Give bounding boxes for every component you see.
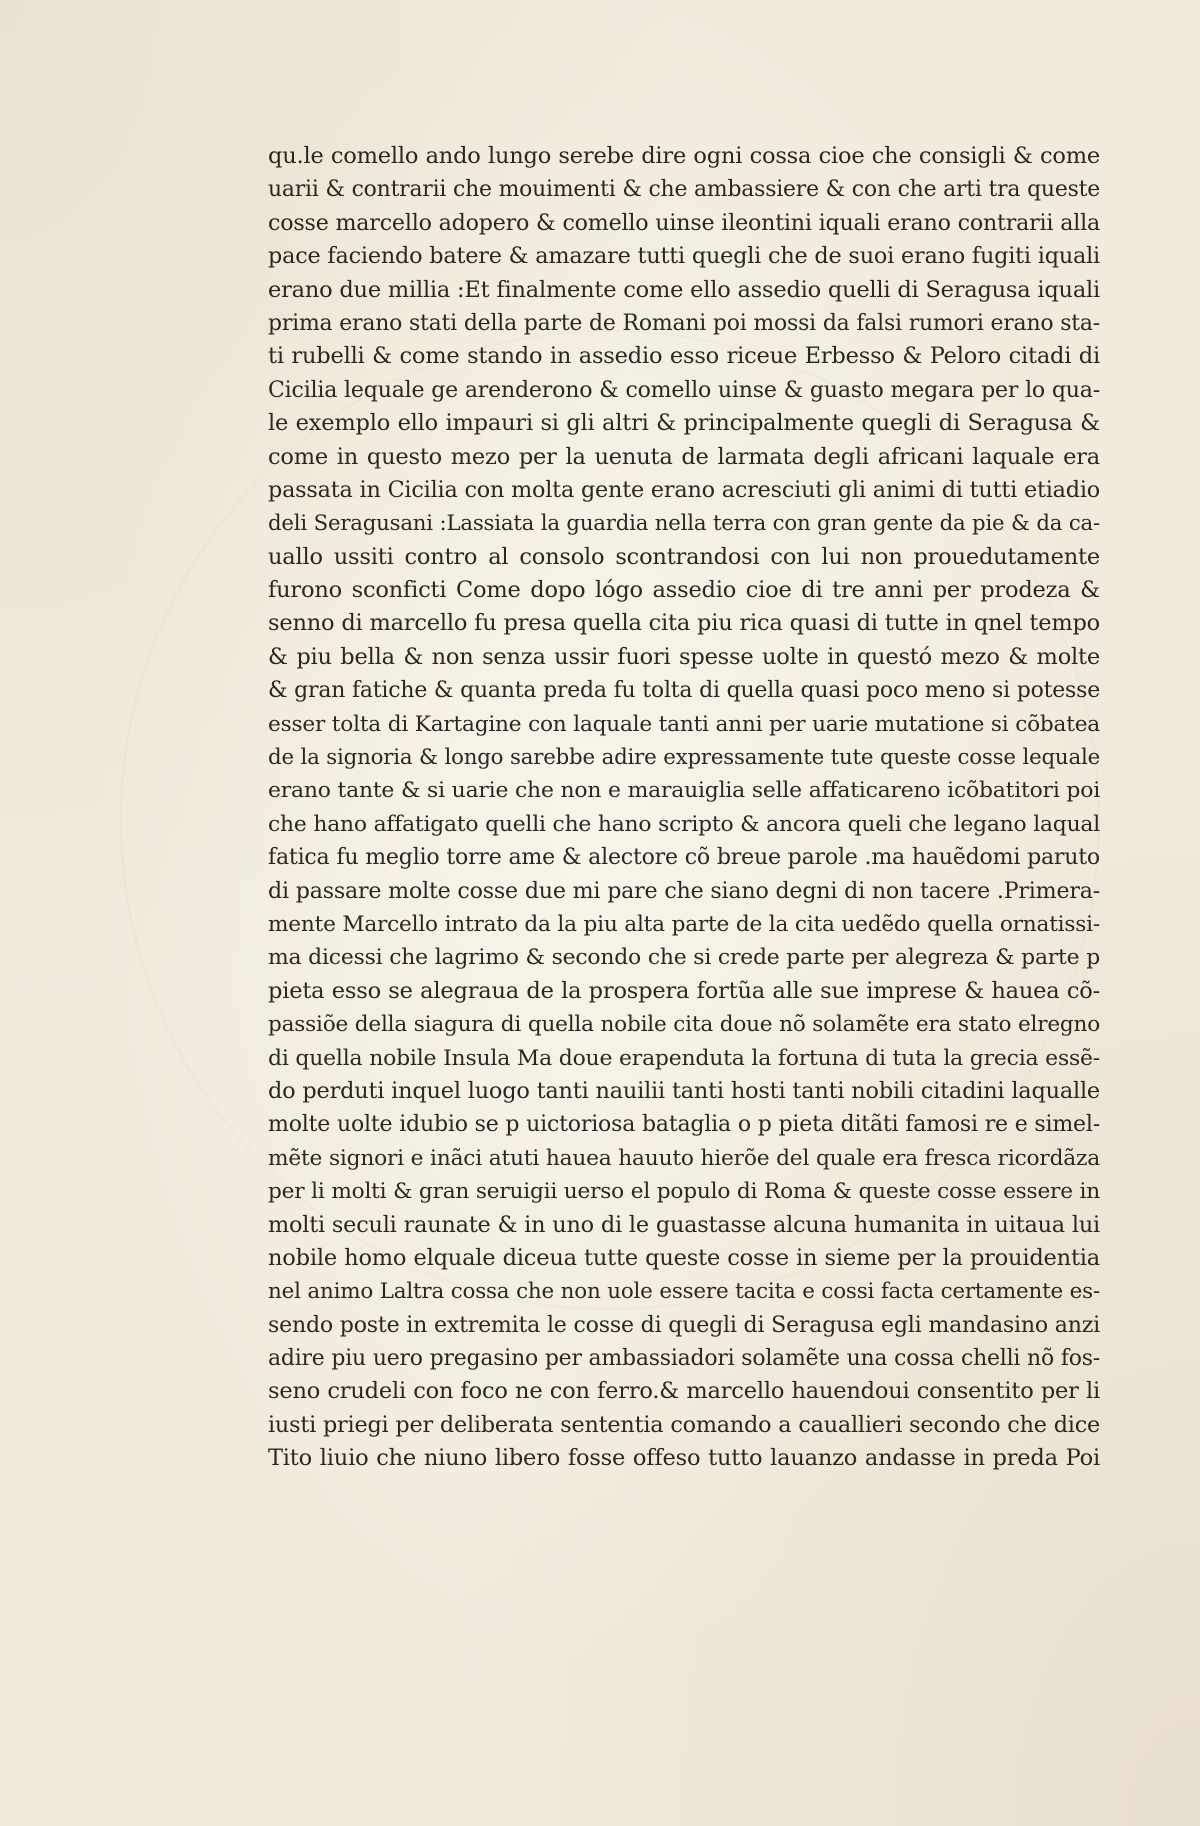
- text-line: erano due millia :Et finalmente come ello assedio quelli di Seragusa iquali: [268, 276, 1100, 303]
- text-line: Cicilia lequale ge arenderono & comello uinse & guasto megara per lo qua-: [268, 377, 1100, 403]
- text-line: come in questo mezo per la uenuta de larmata degli africani laquale era: [268, 443, 1100, 470]
- text-line: sendo poste in extremita le cosse di quegli di Seragusa egli mandasino anzi: [268, 1312, 1100, 1338]
- text-line: uarii & contrarii che mouimenti & che ambassiere & con che arti tra queste: [268, 177, 1100, 203]
- text-line: Tito liuio che niuno libero fosse offeso tutto lauanzo andasse in preda Poi: [268, 1445, 1100, 1472]
- text-line: erano tante & si uarie che non e marauiglia selle affaticareno icõbatitori poi: [268, 778, 1100, 804]
- text-line: passata in Cicilia con molta gente erano acresciuti gli animi di tutti etiadio: [268, 476, 1100, 503]
- text-line: ti rubelli & come stando in assedio esso riceue Erbesso & Peloro citadi di: [268, 343, 1100, 370]
- text-line: nel animo Laltra cossa che non uole essere tacita e cossi facta certamente es-: [268, 1279, 1100, 1305]
- text-line: prima erano stati della parte de Romani poi mossi da falsi rumori erano sta-: [268, 310, 1100, 336]
- text-line: di passare molte cosse due mi pare che siano degni di non tacere .Primera-: [268, 877, 1100, 904]
- body-text-block: [268, 140, 1100, 1476]
- text-line: per li molti & gran seruigii uerso el populo di Roma & queste cosse essere in: [268, 1179, 1100, 1205]
- text-line: pace faciendo batere & amazare tutti quegli che de suoi erano fugiti iquali: [268, 243, 1100, 270]
- text-line: ma dicessi che lagrimo & secondo che si crede parte per alegreza & parte p: [268, 945, 1100, 971]
- text-line: do perduti inquel luogo tanti nauilii tanti hosti tanti nobili citadini laqualle: [268, 1077, 1100, 1104]
- text-line: che hano affatigato quelli che hano scripto & ancora queli che legano laqual: [268, 811, 1100, 837]
- text-line: & gran fatiche & quanta preda fu tolta di quella quasi poco meno si potesse: [268, 678, 1100, 704]
- text-line: qu.le comello ando lungo serebe dire ogni cossa cioe che consigli & come: [268, 143, 1100, 169]
- text-line: cosse marcello adopero & comello uinse ileontini iquali erano contrarii alla: [268, 209, 1100, 236]
- text-line: pieta esso se alegraua de la prospera fortũa alle sue imprese & hauea cõ-: [268, 977, 1100, 1004]
- text-line: & piu bella & non senza ussir fuori spesse uolte in questó mezo & molte: [268, 643, 1100, 670]
- text-line: senno di marcello fu presa quella cita piu rica quasi di tutte in qnel tempo: [268, 610, 1100, 637]
- text-line: uallo ussiti contro al consolo scontrandosi con lui non prouedutamente: [268, 543, 1100, 570]
- text-line: molti seculi raunate & in uno di le guastasse alcuna humanita in uitaua lui: [268, 1211, 1100, 1238]
- text-line: fatica fu meglio torre ame & alectore cõ breue parole .ma hauẽdomi paruto: [268, 845, 1100, 871]
- text-line: molte uolte idubio se p uictoriosa bataglia o p pieta ditãti famosi re e simel-: [268, 1112, 1100, 1138]
- text-line: nobile homo elquale diceua tutte queste cosse in sieme per la prouidentia: [268, 1244, 1100, 1271]
- text-line: di quella nobile Insula Ma doue erapenduta la fortuna di tuta la grecia essẽ-: [268, 1045, 1100, 1071]
- text-line: passiõe della siagura di quella nobile cita doue nõ solamẽte era stato elregno: [268, 1012, 1100, 1038]
- text-line: esser tolta di Kartagine con laquale tanti anni per uarie mutatione si cõbatea: [268, 711, 1100, 737]
- text-line: seno crudeli con foco ne con ferro.& marcello hauendoui consentito per li: [268, 1378, 1100, 1405]
- text-line: deli Seragusani :Lassiata la guardia nella terra con gran gente da pie & da ca-: [268, 511, 1100, 537]
- text-line: iusti priegi per deliberata sententia comando a cauallieri secondo che dice: [268, 1411, 1100, 1438]
- text-line: le exemplo ello impauri si gli altri & principalmente quegli di Seragusa &: [268, 410, 1100, 437]
- text-line: adire piu uero pregasino per ambassiadori solamẽte una cossa chelli nõ fos-: [268, 1346, 1100, 1372]
- text-line: mente Marcello intrato da la piu alta parte de la cita uedẽdo quella ornatissi-: [268, 911, 1100, 937]
- text-line: mẽte signori e inãci atuti hauea hauuto hierõe del quale era fresca ricordãza: [268, 1145, 1100, 1171]
- text-line: furono sconficti Come dopo lógo assedio cioe di tre anni per prodeza &: [268, 577, 1100, 604]
- text-line: de la signoria & longo sarebbe adire expressamente tute queste cosse lequale: [268, 745, 1100, 771]
